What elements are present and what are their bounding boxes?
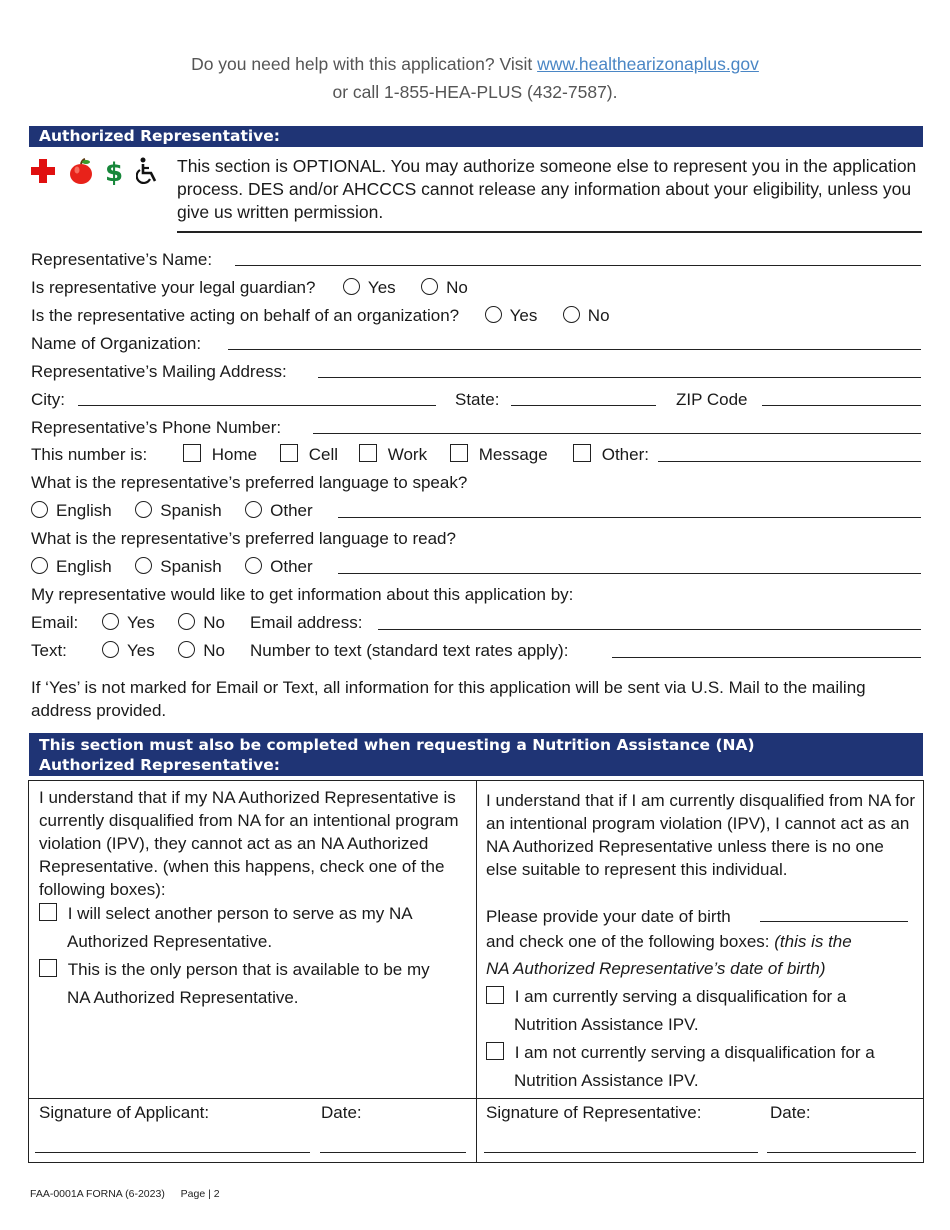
org-yes-radio[interactable] [485,306,502,323]
dob-check-line: and check one of the following boxes: (this is the [486,932,852,951]
number-to-text-label: Number to text (standard text rates apply): [250,641,569,660]
number-cell-option: Cell [280,444,338,465]
org-name-label: Name of Organization: [31,334,202,353]
email-no-radio[interactable] [178,613,195,630]
representative-signature-field[interactable] [484,1152,758,1153]
guardian-no-radio[interactable] [421,278,438,295]
representative-signature-label: Signature of Representative: [486,1103,702,1122]
select-another-checkbox[interactable] [39,903,57,921]
right-option-1: I am currently serving a disqualification for a [486,986,846,1007]
dob-note: NA Authorized Representative’s date of birth) [486,959,826,978]
zip-label: ZIP Code [676,390,748,409]
apple-icon [67,157,95,185]
left-option-1-cont: Authorized Representative. [67,932,273,951]
number-to-text-field[interactable] [612,657,921,658]
number-type-label: This number is: [31,445,148,464]
state-field[interactable] [511,405,656,406]
red-cross-icon [30,158,56,184]
left-option-1: I will select another person to serve as my NA [39,903,413,924]
speak-question: What is the representative’s preferred language to speak? [31,473,468,492]
number-other-field[interactable] [658,461,921,462]
mail-note: If ‘Yes’ is not marked for Email or Text, all information for this application will be sent via U.S. Mail to the mailing address provided. [31,678,866,720]
program-icons [30,156,160,186]
read-english-radio[interactable] [31,557,48,574]
work-checkbox[interactable] [359,444,377,462]
zip-field[interactable] [762,405,921,406]
phone-label: Representative’s Phone Number: [31,418,282,437]
notice-divider [177,231,922,233]
na-section-header: This section must also be completed when requesting a Nutrition Assistance (NA) Authorized Representative: [29,733,923,776]
speak-other-field[interactable] [338,517,921,518]
email-address-label: Email address: [250,613,363,632]
right-option-2: I am not currently serving a disqualification for a [486,1042,875,1063]
help-line-1: Do you need help with this application? Visit www.healthearizonaplus.gov [191,54,759,74]
text-label: Text: [31,641,67,660]
text-options: Yes No [102,641,225,661]
rep-name-label: Representative’s Name: [31,250,213,269]
speak-spanish-radio[interactable] [135,501,152,518]
wheelchair-icon [136,157,160,185]
mailing-label: Representative’s Mailing Address: [31,362,287,381]
text-yes-radio[interactable] [102,641,119,658]
read-spanish-radio[interactable] [135,557,152,574]
org-name-field[interactable] [228,349,921,350]
na-table-signature-divider [28,1098,924,1099]
auth-rep-header: Authorized Representative: [29,126,923,147]
right-option-2-cont: Nutrition Assistance IPV. [514,1071,699,1090]
page-number: Page | 2 [180,1188,220,1200]
text-no-radio[interactable] [178,641,195,658]
email-address-field[interactable] [378,629,921,630]
number-other-option: Other: [573,444,649,465]
cell-checkbox[interactable] [280,444,298,462]
representative-date-label: Date: [770,1103,811,1122]
guardian-yes-radio[interactable] [343,278,360,295]
applicant-date-label: Date: [321,1103,362,1122]
na-right-text: I understand that if I am currently disqualified from NA for an intentional program violation (IPV), I cannot act as an NA Authorized Representative unless there is no one else suitable to represent this individual. [486,791,915,879]
na-table-vertical-divider [476,780,477,1163]
city-label: City: [31,390,65,409]
email-yes-radio[interactable] [102,613,119,630]
page-footer [30,1188,220,1200]
mailing-address-field[interactable] [318,377,921,378]
representative-date-field[interactable] [767,1152,916,1153]
org-no-radio[interactable] [563,306,580,323]
read-options: English Spanish Other [31,557,313,577]
left-option-2-cont: NA Authorized Representative. [67,988,299,1007]
applicant-date-field[interactable] [320,1152,466,1153]
city-field[interactable] [78,405,436,406]
number-home-option: Home [183,444,257,465]
speak-other-radio[interactable] [245,501,262,518]
help-line-2: or call 1-855-HEA-PLUS (432-7587). [332,82,618,102]
guardian-row: Is representative your legal guardian? Yes No [31,278,468,297]
dob-label: Please provide your date of birth [486,907,731,926]
read-question: What is the representative’s preferred language to read? [31,529,456,548]
number-work-option: Work [359,444,427,465]
email-options: Yes No [102,613,225,633]
speak-english-radio[interactable] [31,501,48,518]
message-checkbox[interactable] [450,444,468,462]
other-checkbox[interactable] [573,444,591,462]
phone-field[interactable] [313,433,921,434]
svg-text:$: $ [105,158,124,186]
state-label: State: [455,390,500,409]
na-left-text: I understand that if my NA Authorized Representative is currently disqualified from NA for an intentional program violation (IPV), they cannot act as an NA Authorized Representative. (when this happens, check one of the following boxes): [39,788,459,899]
not-serving-checkbox[interactable] [486,1042,504,1060]
contact-question: My representative would like to get information about this application by: [31,585,574,604]
help-website-link[interactable]: www.healthearizonaplus.gov [537,54,759,74]
currently-serving-checkbox[interactable] [486,986,504,1004]
speak-options: English Spanish Other [31,501,313,521]
number-message-option: Message [450,444,548,465]
read-other-field[interactable] [338,573,921,574]
org-row: Is the representative acting on behalf of an organization? Yes No [31,306,610,325]
right-option-1-cont: Nutrition Assistance IPV. [514,1015,699,1034]
applicant-signature-label: Signature of Applicant: [39,1103,210,1122]
optional-notice: This section is OPTIONAL. You may authorize someone else to represent you in the application process. DES and/or AHCCCS cannot release any information about your eligibility, unless you give us written permission. [177,156,917,222]
rep-name-field[interactable] [235,265,921,266]
home-checkbox[interactable] [183,444,201,462]
form-id: FAA-0001A FORNA (6-2023) [30,1188,165,1200]
left-option-2: This is the only person that is available to be my [39,959,430,980]
only-person-checkbox[interactable] [39,959,57,977]
applicant-signature-field[interactable] [35,1152,310,1153]
email-label: Email: [31,613,79,632]
read-other-radio[interactable] [245,557,262,574]
dollar-icon [103,156,125,186]
dob-field[interactable] [760,921,908,922]
